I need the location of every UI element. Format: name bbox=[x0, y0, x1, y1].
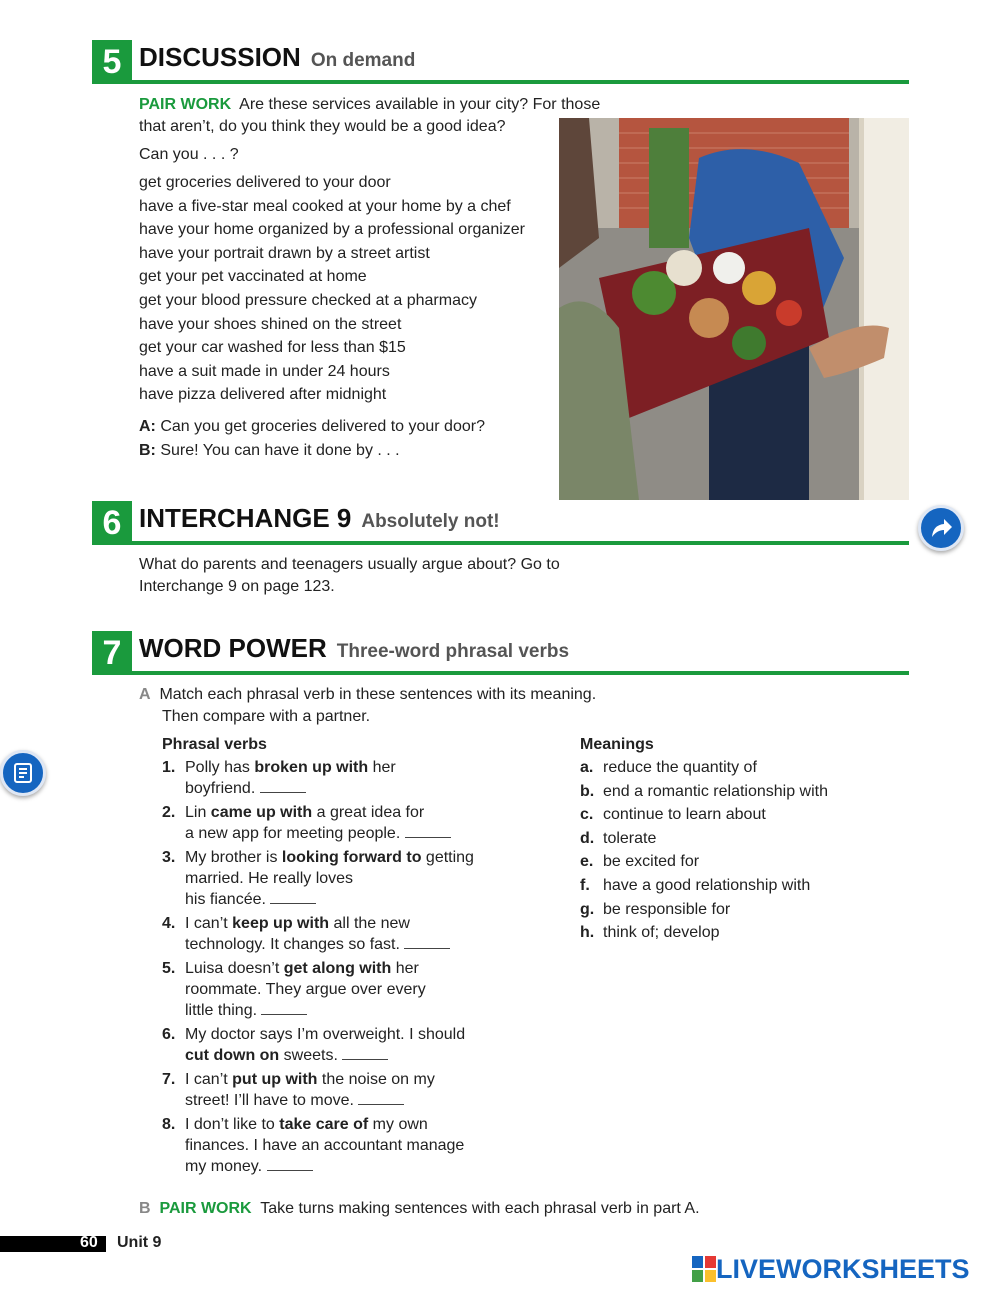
meaning-text: have a good relationship with bbox=[603, 877, 811, 894]
verb-sentence-line bbox=[162, 1114, 428, 1136]
meaning-letter: f. bbox=[580, 877, 590, 894]
section-title-text: WORD POWER bbox=[139, 633, 327, 663]
sentence-text: my own bbox=[368, 1116, 428, 1133]
section-7-header bbox=[92, 631, 909, 675]
phrasal-verb: cut down on bbox=[185, 1047, 280, 1064]
meaning-text: think of; develop bbox=[603, 924, 720, 942]
section-number: 5 bbox=[92, 40, 132, 84]
verb-sentence-line bbox=[185, 1090, 404, 1112]
sentence-text: Luisa doesn’t bbox=[185, 960, 284, 977]
item-number: 4. bbox=[162, 915, 176, 932]
sentence-text: a new app for meeting people. bbox=[185, 825, 405, 842]
answer-blank[interactable] bbox=[405, 824, 451, 838]
phrasal-verb: looking forward to bbox=[281, 849, 422, 866]
dialog-line-a bbox=[139, 416, 485, 438]
service-item: have pizza delivered after midnight bbox=[139, 386, 387, 404]
verb-sentence-line bbox=[162, 958, 419, 980]
interchange-text-2: Interchange 9 on page 123. bbox=[139, 578, 335, 595]
item-number: 3. bbox=[162, 849, 176, 866]
meaning-item bbox=[580, 922, 720, 944]
part-b-line bbox=[139, 1198, 700, 1220]
part-a-line-1 bbox=[139, 684, 596, 706]
verb-sentence-line bbox=[185, 868, 353, 890]
section-number: 6 bbox=[92, 501, 132, 545]
sentence-text: a great idea for bbox=[312, 804, 425, 821]
sentence-text: I don’t like to bbox=[185, 1116, 280, 1133]
service-item: get your car washed for less than $15 bbox=[139, 339, 406, 357]
interchange-link-button[interactable] bbox=[918, 505, 964, 551]
answer-blank[interactable] bbox=[270, 890, 316, 904]
section-title bbox=[139, 42, 415, 73]
dialog-line-b bbox=[139, 440, 400, 462]
verb-sentence-line bbox=[185, 889, 316, 911]
sentence-text: my money. bbox=[185, 1158, 267, 1175]
verb-sentence-line bbox=[185, 778, 306, 800]
answer-blank[interactable] bbox=[260, 779, 306, 793]
verb-sentence-line bbox=[185, 934, 450, 956]
item-number: 1. bbox=[162, 759, 176, 776]
sentence-text: boyfriend. bbox=[185, 780, 260, 797]
sentence-text: roommate. They argue over every bbox=[185, 981, 426, 998]
meaning-text: be responsible for bbox=[603, 900, 731, 918]
liveworksheets-logo bbox=[692, 1252, 970, 1286]
sentence-text: I can’t bbox=[185, 915, 233, 932]
share-arrow-icon bbox=[928, 515, 954, 541]
service-item: have a suit made in under 24 hours bbox=[139, 362, 390, 380]
service-item: have your home organized by a professional organizer bbox=[139, 221, 526, 239]
sentence-text: all the new bbox=[329, 915, 410, 932]
verb-sentence-line bbox=[162, 847, 474, 869]
part-a-text-1: Match each phrasal verb in these sentences with its meaning. bbox=[159, 686, 597, 703]
verb-sentence-line bbox=[185, 979, 426, 1001]
brand-name: LIVEWORKSHEETS bbox=[716, 1253, 970, 1284]
meaning-letter: g. bbox=[580, 900, 595, 918]
service-item: get groceries delivered to your door bbox=[139, 174, 391, 191]
service-item: have your shoes shined on the street bbox=[139, 315, 402, 333]
page-number: 60 bbox=[80, 1234, 98, 1251]
answer-blank[interactable] bbox=[342, 1046, 388, 1060]
section-rule bbox=[132, 671, 909, 675]
speaker-b: B: bbox=[139, 442, 156, 459]
section-subtitle: On demand bbox=[310, 50, 416, 71]
verb-sentence-line bbox=[162, 913, 410, 935]
item-number: 8. bbox=[162, 1116, 176, 1133]
intro-line-2: that aren’t, do you think they would be a good idea? bbox=[139, 118, 506, 135]
section-rule bbox=[132, 80, 909, 84]
verb-sentence-line bbox=[185, 823, 451, 845]
section-5-header bbox=[92, 40, 909, 84]
meanings-heading: Meanings bbox=[580, 736, 654, 753]
dialog-text-b: Sure! You can have it done by . . . bbox=[160, 442, 400, 459]
speaker-a: A: bbox=[139, 418, 156, 435]
meaning-item bbox=[580, 804, 766, 826]
sentence-text: her bbox=[391, 960, 419, 977]
verb-sentence-line bbox=[162, 1024, 465, 1046]
item-number: 6. bbox=[162, 1026, 176, 1043]
pair-work-label: PAIR WORK bbox=[159, 1200, 252, 1217]
verb-sentence-line bbox=[185, 1045, 388, 1067]
answer-blank[interactable] bbox=[267, 1157, 313, 1171]
meaning-letter: b. bbox=[580, 782, 595, 800]
phrasal-verb: keep up with bbox=[232, 915, 330, 932]
verb-sentence-line bbox=[185, 1156, 313, 1178]
phrasal-verbs-heading: Phrasal verbs bbox=[162, 736, 267, 753]
meaning-item bbox=[580, 781, 828, 803]
sentence-text: My brother is bbox=[185, 849, 282, 866]
section-title bbox=[139, 633, 569, 664]
sentence-text: sweets. bbox=[279, 1047, 343, 1064]
dialog-text-a: Can you get groceries delivered to your door? bbox=[160, 418, 485, 435]
sentence-text: little thing. bbox=[185, 1002, 262, 1019]
sentence-text: finances. I have an accountant manage bbox=[185, 1137, 465, 1154]
answer-blank[interactable] bbox=[404, 935, 450, 949]
phrasal-verb: take care of bbox=[279, 1116, 369, 1133]
section-6-header bbox=[92, 501, 909, 545]
intro-line-1 bbox=[139, 94, 600, 116]
meaning-letter: a. bbox=[580, 759, 594, 776]
intro-text-1: Are these services available in your city? For those bbox=[239, 96, 601, 113]
meaning-text: be excited for bbox=[603, 853, 700, 871]
section-subtitle: Three-word phrasal verbs bbox=[336, 641, 570, 662]
meaning-item bbox=[580, 851, 699, 873]
service-item: have your portrait drawn by a street artist bbox=[139, 244, 430, 262]
part-a-letter: A bbox=[139, 686, 151, 703]
meaning-item bbox=[580, 875, 810, 897]
sentence-text: technology. It changes so fast. bbox=[185, 936, 405, 953]
liveworksheets-logo-icon bbox=[692, 1256, 716, 1282]
meaning-text: end a romantic relationship with bbox=[603, 782, 829, 800]
sentence-text: I can’t bbox=[185, 1071, 233, 1088]
verb-sentence-line bbox=[185, 1000, 307, 1022]
interchange-text-1: What do parents and teenagers usually argue about? Go to bbox=[139, 556, 560, 573]
section-title bbox=[139, 503, 500, 534]
verb-sentence-line bbox=[162, 1069, 435, 1091]
section-rule bbox=[132, 541, 909, 545]
section-title-text: INTERCHANGE 9 bbox=[139, 503, 352, 533]
sentence-text: the noise on my bbox=[317, 1071, 435, 1088]
phrasal-verb: put up with bbox=[232, 1071, 318, 1088]
meaning-text: reduce the quantity of bbox=[603, 759, 757, 776]
meaning-text: continue to learn about bbox=[603, 806, 766, 824]
part-b-letter: B bbox=[139, 1200, 151, 1217]
pair-work-label: PAIR WORK bbox=[139, 96, 232, 113]
verb-sentence-line bbox=[162, 757, 396, 779]
phrasal-verb: get along with bbox=[283, 960, 392, 977]
notes-icon bbox=[11, 761, 35, 785]
meaning-letter: e. bbox=[580, 853, 594, 871]
item-number: 2. bbox=[162, 804, 176, 821]
phrasal-verb: broken up with bbox=[254, 759, 369, 776]
meaning-item bbox=[580, 899, 730, 921]
meaning-letter: d. bbox=[580, 829, 595, 847]
notes-button[interactable] bbox=[0, 750, 46, 796]
sentence-text: street! I’ll have to move. bbox=[185, 1092, 359, 1109]
sentence-text: Polly has bbox=[185, 759, 255, 776]
answer-blank[interactable] bbox=[358, 1091, 404, 1105]
service-item: get your blood pressure checked at a pharmacy bbox=[139, 292, 477, 309]
sentence-text: My doctor says I’m overweight. I should bbox=[185, 1026, 466, 1043]
verb-sentence-line bbox=[185, 1135, 464, 1157]
meaning-letter: h. bbox=[580, 924, 595, 942]
phrasal-verb: came up with bbox=[210, 804, 313, 821]
item-number: 7. bbox=[162, 1071, 176, 1088]
answer-blank[interactable] bbox=[261, 1001, 307, 1015]
section-title-text: DISCUSSION bbox=[139, 42, 301, 72]
part-b-text: Take turns making sentences with each phrasal verb in part A. bbox=[260, 1200, 700, 1217]
section-number: 7 bbox=[92, 631, 132, 675]
service-item: have a five-star meal cooked at your home by a chef bbox=[139, 197, 511, 215]
sentence-text: Lin bbox=[185, 804, 211, 821]
prompt-text: Can you . . . ? bbox=[139, 146, 239, 163]
part-a-line-2: Then compare with a partner. bbox=[162, 708, 371, 725]
meaning-text: tolerate bbox=[603, 829, 657, 847]
sentence-text: her bbox=[368, 759, 396, 776]
delivery-photo bbox=[559, 118, 909, 500]
item-number: 5. bbox=[162, 960, 176, 977]
service-item: get your pet vaccinated at home bbox=[139, 268, 367, 286]
verb-sentence-line bbox=[162, 802, 424, 824]
meaning-item bbox=[580, 828, 656, 850]
meaning-item bbox=[580, 757, 757, 779]
sentence-text: married. He really loves bbox=[185, 870, 354, 887]
sentence-text: his fiancée. bbox=[185, 891, 271, 908]
section-subtitle: Absolutely not! bbox=[361, 511, 500, 532]
sentence-text: getting bbox=[421, 849, 474, 866]
meaning-letter: c. bbox=[580, 806, 594, 824]
unit-label: Unit 9 bbox=[117, 1234, 162, 1251]
